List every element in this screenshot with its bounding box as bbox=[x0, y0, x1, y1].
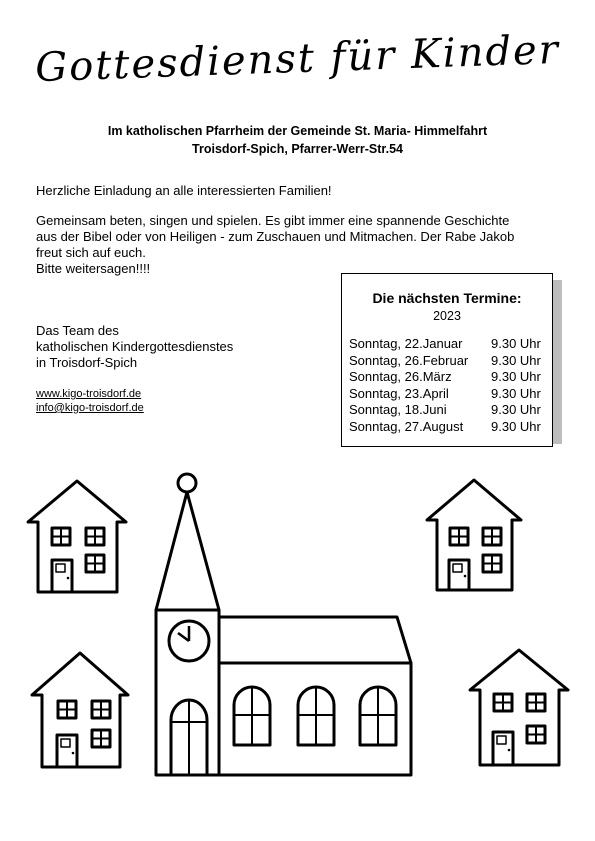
schedule-time: 9.30 Uhr bbox=[491, 369, 541, 384]
schedule-time: 9.30 Uhr bbox=[491, 402, 541, 417]
schedule-row bbox=[349, 386, 549, 403]
schedule-date: Sonntag, 23.April bbox=[349, 385, 449, 401]
schedule-time: 9.30 Uhr bbox=[491, 352, 541, 368]
schedule-date: Sonntag, 26.Februar bbox=[349, 352, 469, 368]
intro-line: Bitte weitersagen!!!! bbox=[36, 261, 151, 276]
location-line-2: Troisdorf-Spich, Pfarrer-Werr-Str.54 bbox=[192, 142, 403, 156]
schedule-box bbox=[341, 273, 553, 447]
team-line: in Troisdorf-Spich bbox=[36, 355, 138, 370]
tower-ball bbox=[178, 474, 196, 492]
schedule-year: 2023 bbox=[433, 309, 461, 323]
house-right-top bbox=[427, 480, 521, 590]
schedule-row bbox=[349, 402, 549, 419]
schedule-date: Sonntag, 27.August bbox=[349, 418, 464, 434]
village-illustration bbox=[0, 460, 595, 790]
house-left-top bbox=[28, 481, 126, 592]
intro-line: freut sich auf euch. bbox=[36, 245, 146, 260]
schedule-date: Sonntag, 18.Juni bbox=[349, 402, 447, 417]
schedule-row bbox=[349, 369, 549, 386]
schedule-time: 9.30 Uhr bbox=[491, 385, 541, 401]
location-line-1: Im katholischen Pfarrheim der Gemeinde St. Maria- Himmelfahrt bbox=[107, 124, 488, 138]
schedule-time: 9.30 Uhr bbox=[491, 418, 541, 434]
church-nave bbox=[219, 617, 411, 775]
invitation-text: Herzliche Einladung an alle interessierten Familien! bbox=[36, 183, 332, 198]
email-link[interactable]: info@kigo-troisdorf.de bbox=[36, 402, 144, 414]
schedule-date: Sonntag, 26.März bbox=[349, 369, 452, 384]
schedule-list bbox=[349, 336, 549, 435]
schedule-heading: Die nächsten Termine: bbox=[372, 290, 522, 306]
page-title: Gottesdienst für Kinder bbox=[34, 26, 561, 92]
team-signature bbox=[36, 323, 233, 371]
intro-line: aus der Bibel oder von Heiligen - zum Zuschauen und Mitmachen. Der Rabe Jakob bbox=[36, 229, 515, 244]
schedule-date: Sonntag, 22.Januar bbox=[349, 336, 463, 351]
intro-line: Gemeinsam beten, singen und spielen. Es gibt immer eine spannende Geschichte bbox=[36, 213, 510, 228]
website-link[interactable]: www.kigo-troisdorf.de bbox=[36, 388, 142, 400]
schedule-row bbox=[349, 419, 549, 436]
intro-paragraph bbox=[36, 213, 566, 277]
church-tower bbox=[156, 474, 219, 775]
house-left-bottom bbox=[32, 653, 128, 767]
schedule-row bbox=[349, 353, 549, 370]
team-line: Das Team des bbox=[36, 323, 119, 338]
schedule-row bbox=[349, 336, 549, 353]
house-right-bottom bbox=[470, 650, 568, 765]
team-line: katholischen Kindergottesdienstes bbox=[36, 339, 234, 354]
schedule-time: 9.30 Uhr bbox=[491, 336, 541, 351]
